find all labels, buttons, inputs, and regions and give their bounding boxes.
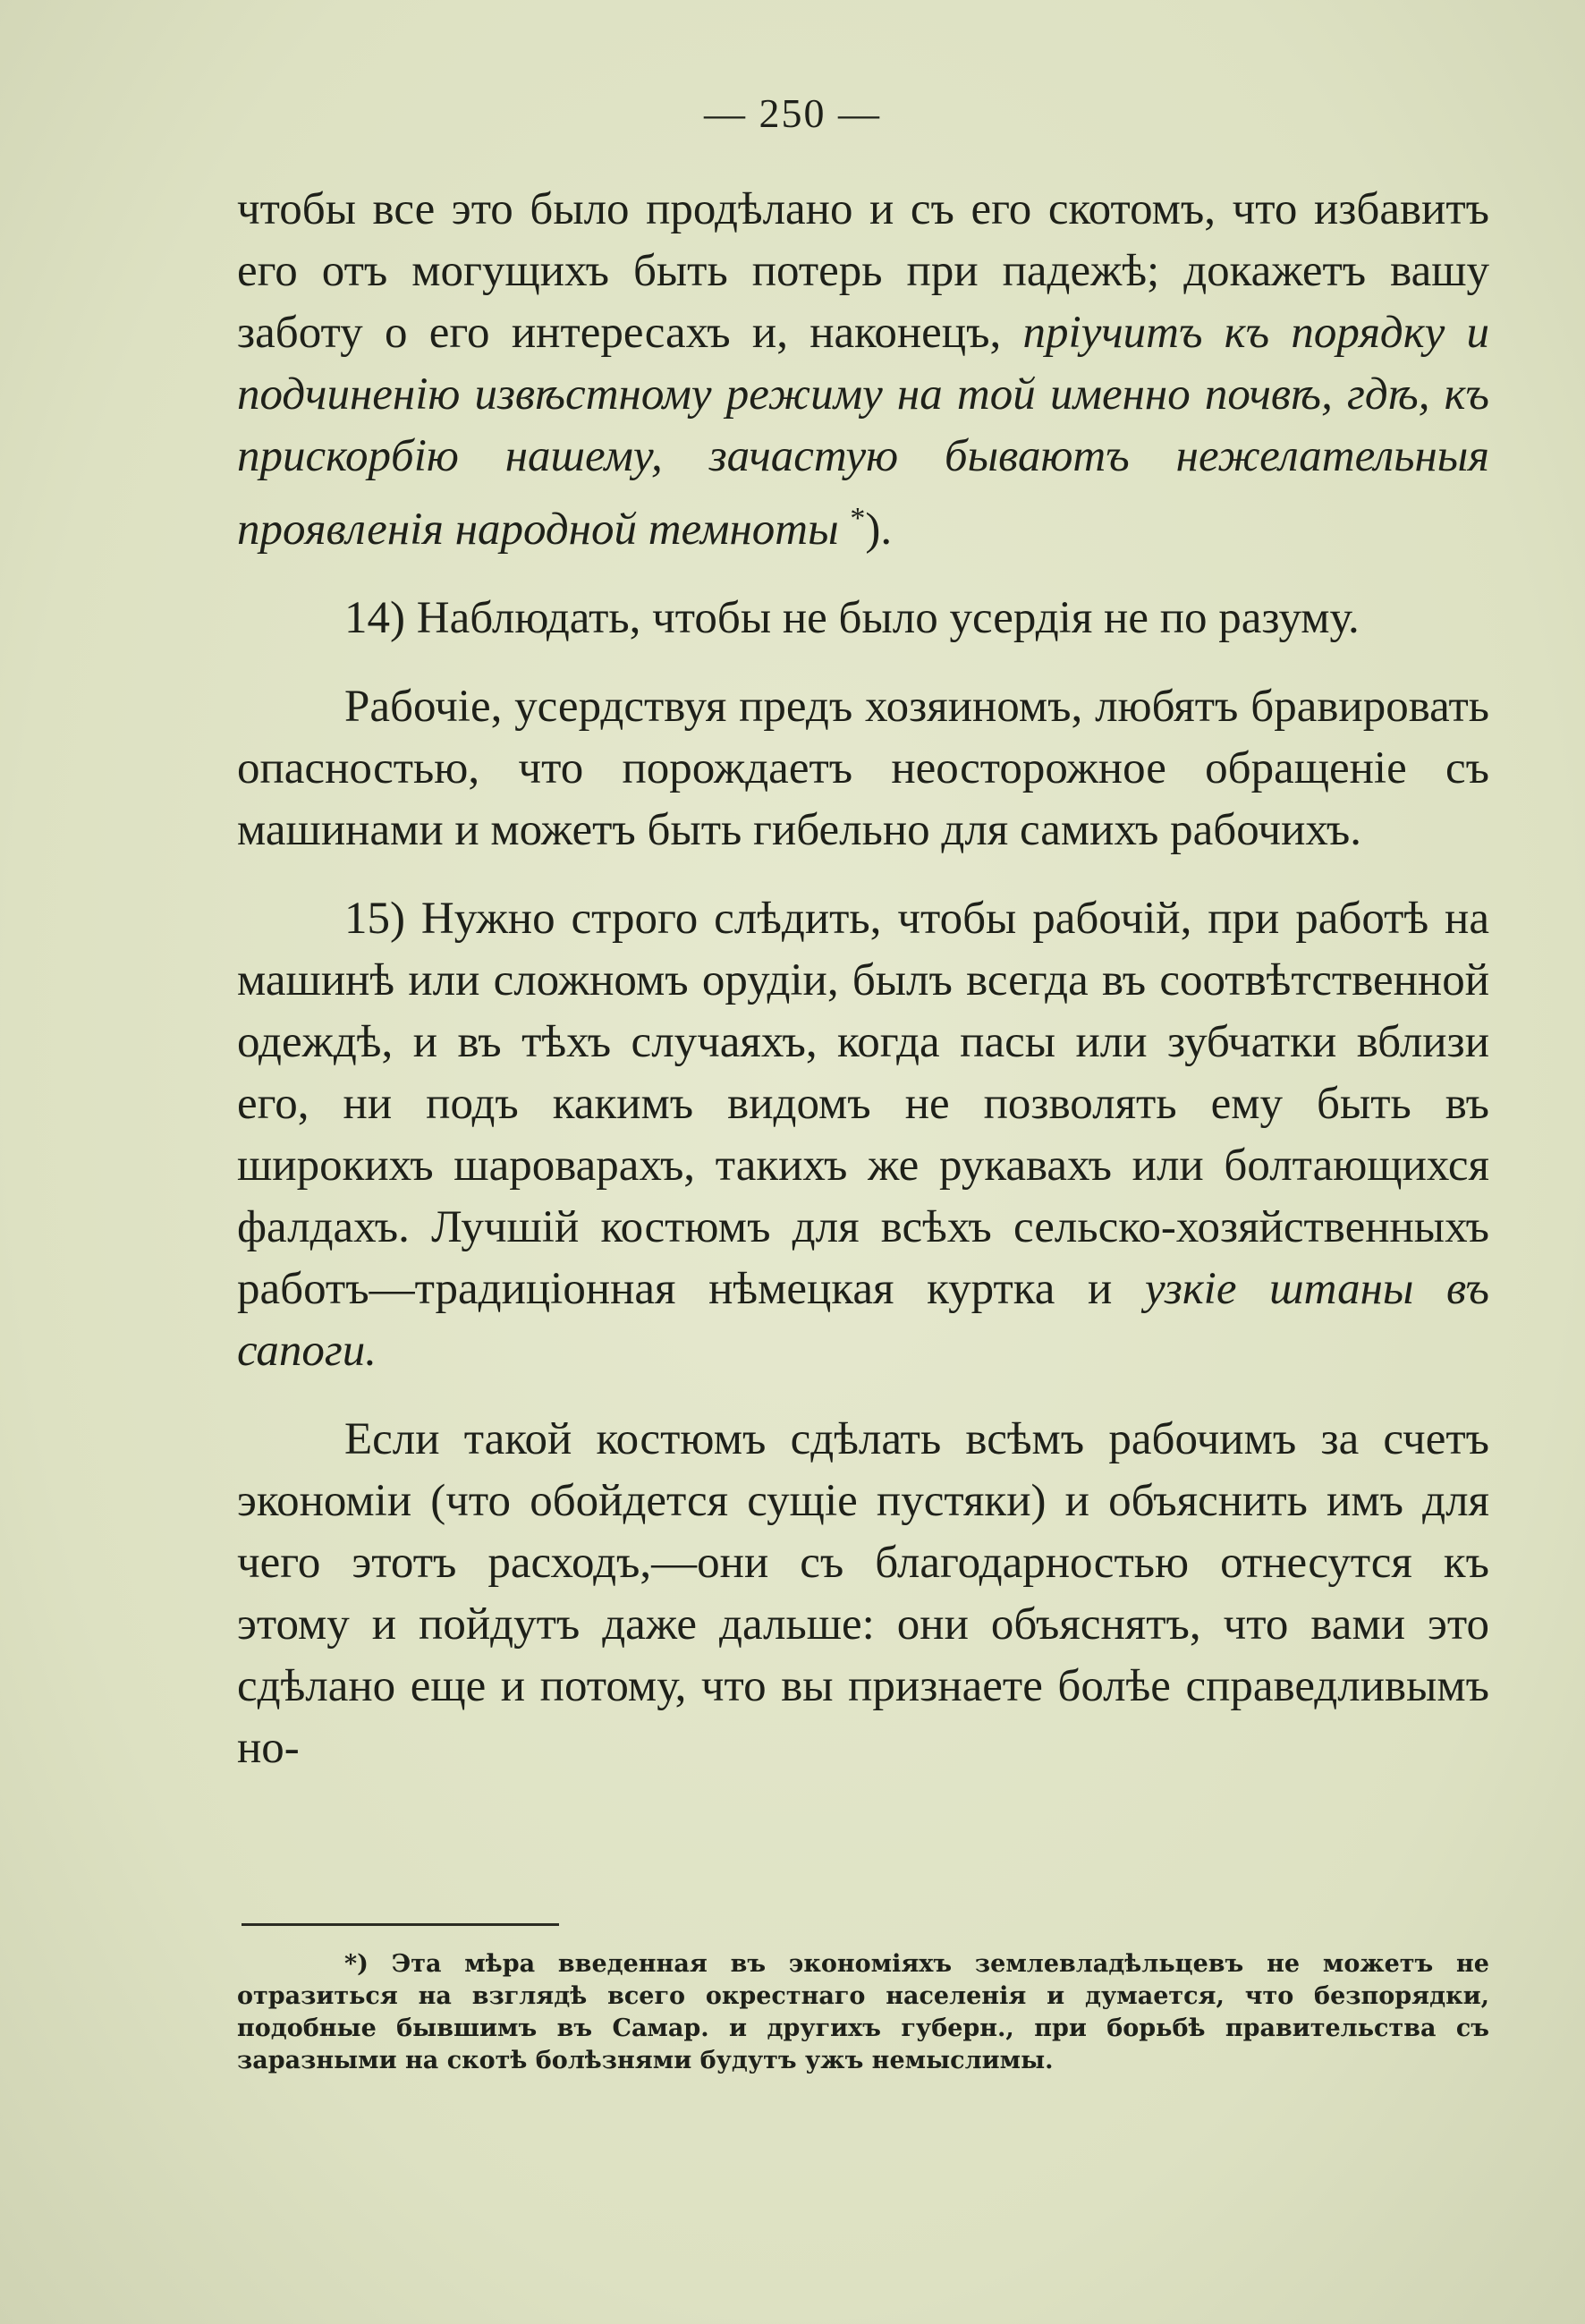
footnote-marker: *: [850, 502, 866, 535]
page-number: — 250 —: [704, 90, 881, 136]
paragraph-text: 15) Нужно строго слѣдить, чтобы рабочій, при работѣ на машинѣ или сложномъ орудіи, былъ всегда въ соотвѣтственной одеждѣ, и въ тѣхъ случаяхъ, когда пасы или зубчатки вблизи его, ни подъ какимъ видомъ не позволять ему быть въ широкихъ шароварахъ, такихъ же рукавахъ или болтающихся фалдахъ. Лучшій костюмъ для всѣхъ сельско-хозяйственныхъ работъ—традиціонная нѣмецкая куртка и: [237, 894, 1489, 1314]
paragraph-continued: [237, 179, 1489, 561]
body-text: [237, 179, 1489, 1806]
italic-passage: узкіе штаны въ сапоги.: [237, 1264, 1489, 1376]
paragraph-rule-15: [237, 888, 1489, 1382]
italic-passage: пріучитъ къ порядку и подчиненію извѣстному режиму на той именно почвѣ, гдѣ, къ прискорбію нашему, зачастую бываютъ нежелательныя проявленія народной темноты: [237, 308, 1490, 555]
paragraph-rule-14: 14) Наблюдать, чтобы не было усердія не по разуму.: [344, 593, 1360, 643]
paragraph-end: ).: [865, 505, 893, 555]
footnote: *) Эта мѣра введенная въ экономіяхъ землевладѣльцевъ не можетъ не отразиться на взглядѣ всего окрестнаго населенія и думается, что безпорядки, подобные бывшимъ въ Самар. и другихъ губерн., при борьбѣ правительства съ заразными на скотѣ болѣзнями будутъ ужъ немыслимы.: [237, 1950, 1489, 2074]
paragraph-workers: Рабочіе, усердствуя предъ хозяиномъ, любятъ бравировать опасностью, что порождаетъ неосторожное обращеніе съ машинами и можетъ быть гибельно для самихъ рабочихъ.: [237, 682, 1489, 855]
paragraph-costume: Если такой костюмъ сдѣлать всѣмъ рабочимъ за счетъ экономіи (что обойдется сущіе пустяки) и объяснить имъ для чего этотъ расходъ,—они съ благодарностью отнесутся къ этому и пойдутъ даже дальше: они объяснятъ, что вами это сдѣлано еще и потому, что вы признаете болѣе справедливымъ но-: [237, 1414, 1489, 1773]
footnote-divider: [242, 1923, 559, 1926]
paragraph-text: чтобы все это было продѣлано и съ его скотомъ, что избавитъ его отъ могущихъ быть потерь при падежѣ; докажетъ вашу заботу о его интересахъ и, наконецъ,: [237, 184, 1489, 358]
